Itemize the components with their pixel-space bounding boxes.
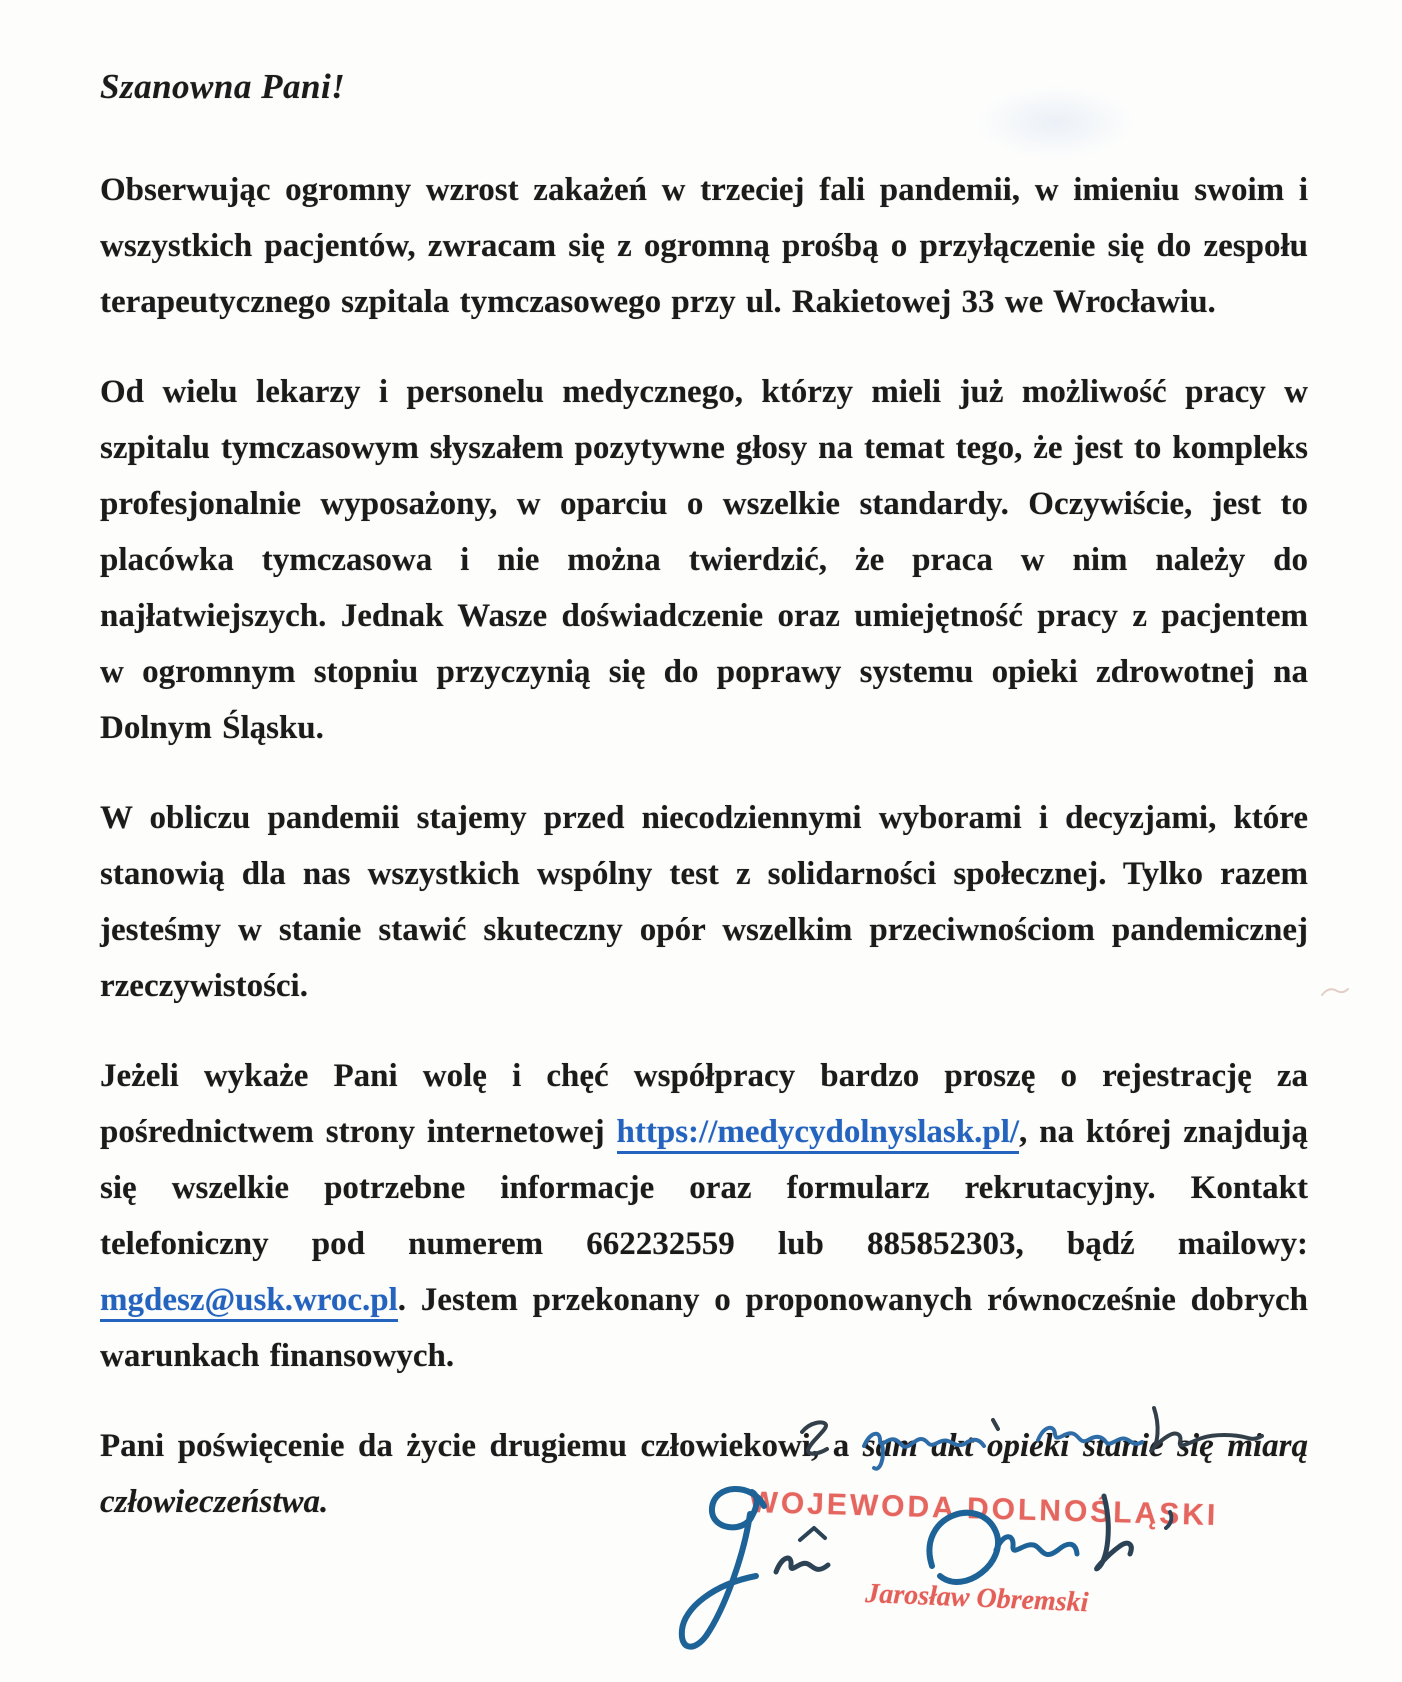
handwritten-signature: [664, 1468, 1204, 1673]
salutation: Szanowna Pani!: [100, 67, 346, 106]
paragraph-1: Obserwując ogromny wzrost zakażeń w trzeciej fali pandemii, w imieniu swoim i wszystkich pacjentów, zwracam się z ogromną prośbą o przyłączenie się do zespołu terapeutycznego szpitala tymczasowego przy ul. Rakietowej 33 we Wrocławiu.: [100, 172, 1308, 320]
letter-body: [100, 0, 1308, 1530]
paragraph-3: W obliczu pandemii stajemy przed niecodziennymi wyborami i decyzjami, które stanowią dla nas wszystkich wspólny test z solidarności społecznej. Tylko razem jesteśmy w stanie stawić skuteczny opór wszelkim przeciwnościom pandemicznej rzeczywistości.: [100, 800, 1308, 1004]
scan-artifact: [1320, 984, 1350, 1000]
paragraph-4: [100, 1048, 1308, 1384]
paragraph-5-regular: Pani poświęcenie da życie drugiemu człowiekowi, a: [100, 1428, 863, 1464]
stamp-title: WOJEWODA DOLNOŚLĄSKI: [749, 1486, 1219, 1533]
paragraph-5-italic: sam akt opieki stanie się miarą człowieczeństwa.: [100, 1428, 1309, 1520]
stamp-name: Jarosław Obremski: [864, 1578, 1090, 1619]
email-link[interactable]: mgdesz@usk.wroc.pl: [100, 1282, 398, 1322]
paragraph-4-text-between: , na której znajdują się wszelkie potrzebne informacje oraz formularz rekrutacyjny. Kontakt telefoniczny pod numerem 662232559 lub 885852303, bądź mailowy:: [100, 1114, 1308, 1262]
website-link[interactable]: https://medycydolnyslask.pl/: [617, 1114, 1020, 1154]
paragraph-4-text-before: Jeżeli wykaże Pani wolę i chęć współpracy bardzo proszę o rejestrację za pośrednictwem strony internetowej: [100, 1058, 1308, 1150]
paragraph-2: Od wielu lekarzy i personelu medycznego, którzy mieli już możliwość pracy w szpitalu tymczasowym słyszałem pozytywne głosy na temat tego, że jest to kompleks profesjonalnie wyposażony, w oparciu o wszelkie standardy. Oczywiście, jest to placówka tymczasowa i nie można twierdzić, że praca w nim należy do najłatwiejszych. Jednak Wasze doświadczenie oraz umiejętność pracy z pacjentem w ogromnym stopniu przyczynią się do poprawy systemu opieki zdrowotnej na Dolnym Śląsku.: [100, 374, 1308, 746]
paragraph-4-text-after: . Jestem przekonany o proponowanych równocześnie dobrych warunkach finansowych.: [100, 1282, 1308, 1374]
